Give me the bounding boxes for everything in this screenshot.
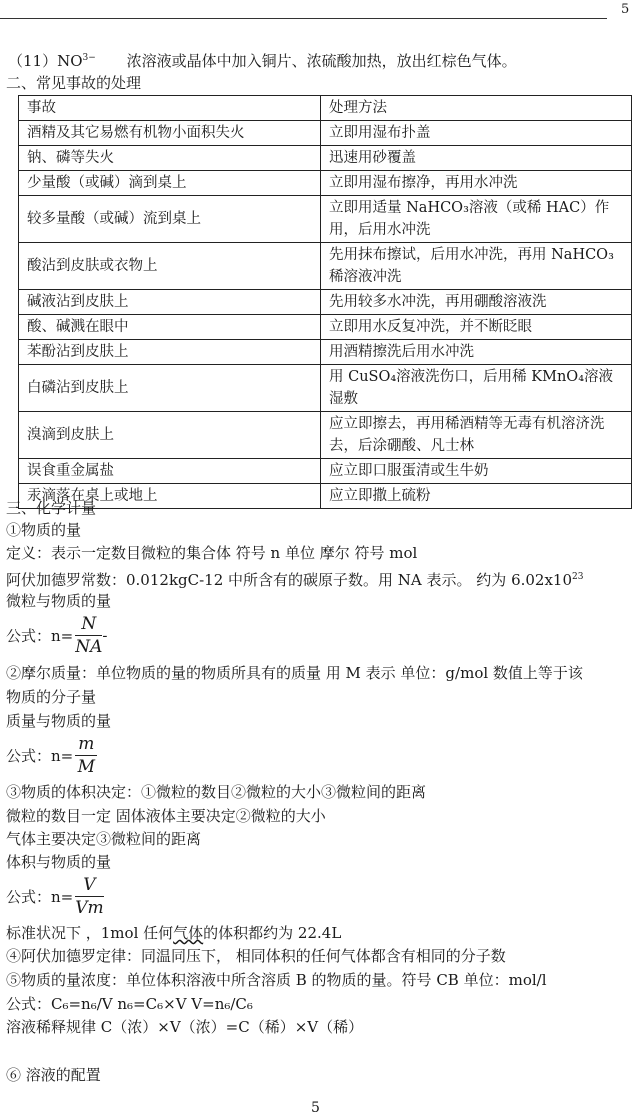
treatment-cell: 立即用湿布扑盖: [321, 121, 632, 146]
fraction: [75, 874, 103, 919]
accident-cell: 苯酚沾到皮肤上: [19, 340, 321, 365]
text-line: 微粒的数目一定 固体液体主要决定②微粒的大小: [6, 807, 326, 825]
text-line: 质量与物质的量: [6, 712, 112, 730]
header-rule: [0, 18, 607, 19]
table-row: [19, 121, 632, 146]
text-segment: 的体积都约为 22.4L: [203, 924, 342, 942]
text-line: 公式：C₆=n₆/V n₆=C₆×V V=n₆/C₆: [6, 995, 253, 1013]
accident-cell: 碱液沾到皮肤上: [19, 290, 321, 315]
accident-cell: 少量酸（或碱）滴到桌上: [19, 171, 321, 196]
treatment-cell: 先用抹布擦试，后用水冲洗，再用 NaHCO₃稀溶液冲洗: [321, 243, 632, 290]
table-row: [19, 171, 632, 196]
section3-title: 三、化学计量: [6, 499, 97, 517]
text-line: 溶液稀释规律 C（浓）×V（浓）=C（稀）×V（稀）: [6, 1018, 364, 1036]
text-line: ②摩尔质量：单位物质的量的物质所具有的质量 用 M 表示 单位：g/mol 数值上等于该: [6, 664, 583, 682]
table-header-cell: 处理方法: [321, 96, 632, 121]
table-row: [19, 196, 632, 243]
text-line: 定义：表示一定数目微粒的集合体 符号 n 单位 摩尔 符号 mol: [6, 544, 418, 562]
treatment-cell: 应立即撒上硫粉: [321, 484, 632, 509]
fraction-numerator: N: [75, 613, 102, 636]
treatment-cell: 用酒精擦洗后用水冲洗: [321, 340, 632, 365]
underlined-word: 气体: [173, 924, 204, 942]
text-line: [6, 922, 341, 944]
table-row: [19, 315, 632, 340]
fraction-numerator: V: [75, 874, 103, 897]
text-line: 微粒与物质的量: [6, 592, 112, 610]
text-line: 物质的分子量: [6, 688, 97, 706]
fraction: [75, 613, 102, 658]
table-row: [19, 412, 632, 459]
treatment-cell: 先用较多水冲洗，再用硼酸溶液洗: [321, 290, 632, 315]
intro-label: （11）NO: [8, 52, 83, 70]
fraction-denominator: NA: [75, 637, 103, 657]
fraction: [75, 733, 97, 778]
table-row: [19, 146, 632, 171]
formula-prefix: 公式：n=: [6, 747, 74, 765]
formula-volume: [6, 874, 104, 919]
intro-line: [8, 50, 517, 71]
accident-cell: 钠、磷等失火: [19, 146, 321, 171]
fraction-numerator: m: [75, 733, 97, 756]
formula-particles: [6, 613, 107, 658]
section2-title: 二、常见事故的处理: [6, 74, 142, 92]
text-line: 体积与物质的量: [6, 853, 112, 871]
treatment-cell: 立即用适量 NaHCO₃溶液（或稀 HAC）作用，后用水冲洗: [321, 196, 632, 243]
accident-cell: 酒精及其它易燃有机物小面积失火: [19, 121, 321, 146]
text-line: ④阿伏加德罗定律：同温同压下， 相同体积的任何气体都含有相同的分子数: [6, 947, 506, 965]
footer-page-number: 5: [311, 1100, 320, 1116]
table-row: [19, 243, 632, 290]
header-page-number: 5: [621, 2, 630, 17]
accident-cell: 汞滴落在桌上或地上: [19, 484, 321, 509]
treatment-cell: 迅速用砂覆盖: [321, 146, 632, 171]
treatment-cell: 应立即口服蛋清或生牛奶: [321, 459, 632, 484]
table-header-cell: 事故: [19, 96, 321, 121]
formula-prefix: 公式：n=: [6, 888, 74, 906]
intro-sup: 3−: [82, 53, 96, 63]
text-line: [6, 566, 583, 591]
formula-mass: [6, 733, 97, 778]
text-line: ⑥ 溶液的配置: [6, 1066, 101, 1084]
accident-cell: 溴滴到皮肤上: [19, 412, 321, 459]
fraction-denominator: Vm: [75, 898, 104, 918]
accident-table: [18, 95, 632, 509]
text-line: ⑤物质的量浓度：单位体积溶液中所含溶质 B 的物质的量。符号 CB 单位：mol/l: [6, 971, 547, 989]
table-header-row: [19, 96, 632, 121]
treatment-cell: 立即用湿布擦净，再用水冲洗: [321, 171, 632, 196]
avogadro-exponent: 23: [572, 572, 584, 582]
table-row: [19, 365, 632, 412]
accident-cell: 白磷沾到皮肤上: [19, 365, 321, 412]
treatment-cell: 立即用水反复冲洗，并不断眨眼: [321, 315, 632, 340]
intro-text: 浓溶液或晶体中加入铜片、浓硫酸加热，放出红棕色气体。: [126, 52, 517, 70]
text-line: 气体主要决定③微粒间的距离: [6, 830, 202, 848]
formula-prefix: 公式：n=: [6, 627, 74, 645]
avogadro-text: 阿伏加德罗常数：0.012kgC-12 中所含有的碳原子数。用 NA 表示。 约为 6.02x10: [6, 571, 573, 589]
table-row: [19, 290, 632, 315]
accident-cell: 酸沾到皮肤或衣物上: [19, 243, 321, 290]
treatment-cell: 用 CuSO₄溶液洗伤口，后用稀 KMnO₄溶液湿敷: [321, 365, 632, 412]
table-row: [19, 484, 632, 509]
text-line: ①物质的量: [6, 521, 82, 539]
formula-suffix: -: [102, 626, 108, 645]
accident-cell: 较多量酸（或碱）流到桌上: [19, 196, 321, 243]
fraction-denominator: M: [77, 757, 95, 777]
text-line: ③物质的体积决定：①微粒的数目②微粒的大小③微粒间的距离: [6, 783, 427, 801]
table-row: [19, 459, 632, 484]
accident-cell: 酸、碱溅在眼中: [19, 315, 321, 340]
accident-cell: 误食重金属盐: [19, 459, 321, 484]
text-segment: 标准状况下 ，1mol 任何: [6, 924, 174, 942]
table-row: [19, 340, 632, 365]
treatment-cell: 应立即擦去，再用稀酒精等无毒有机溶济洗去，后涂硼酸、凡士林: [321, 412, 632, 459]
